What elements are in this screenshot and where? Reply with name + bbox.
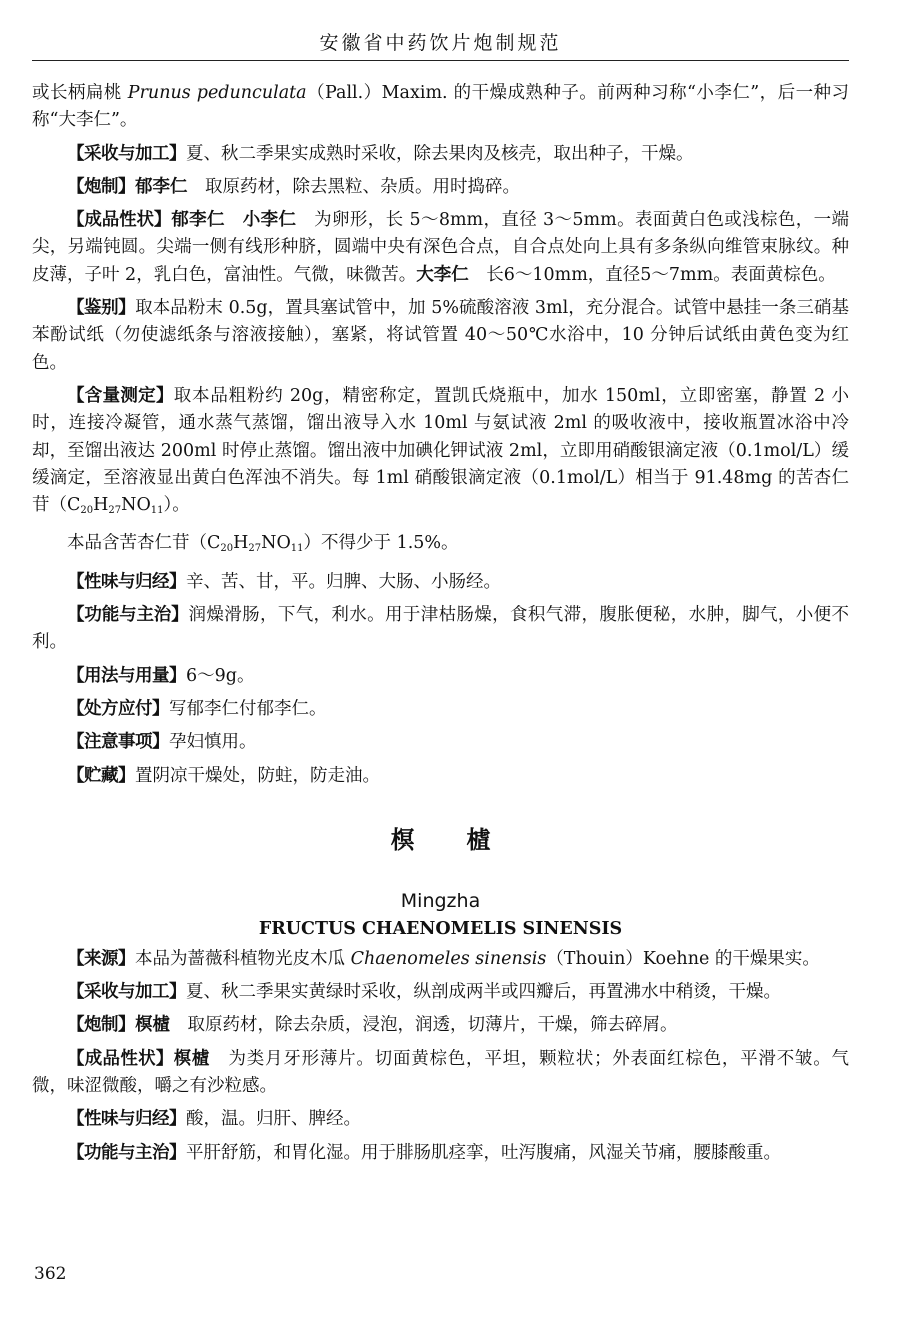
- section-label: 【处方应付】: [67, 698, 169, 719]
- section-text: 辛、苦、甘，平。归脾、大肠、小肠经。: [186, 571, 501, 592]
- section-label: 【鉴别】: [67, 298, 136, 319]
- entry1-identification: [32, 295, 849, 377]
- formula-sub: 27: [108, 505, 122, 517]
- assay-limit-text-2: ）不得少于 1.5%。: [303, 533, 459, 554]
- entry2-nature: [32, 1106, 849, 1133]
- entry1-properties: [32, 207, 849, 289]
- intro-text: 或长柄扁桃: [32, 83, 128, 103]
- entry1-dosage: [32, 663, 849, 690]
- entry1-prescription: [32, 696, 849, 723]
- section-label: 【注意事项】: [67, 732, 169, 753]
- section-text: 6～9g。: [186, 665, 255, 686]
- sub-item-name-2: 大李仁: [416, 264, 469, 285]
- entry2-title: 榠樝: [390, 825, 543, 854]
- section-label: 【性味与归经】: [67, 1109, 186, 1130]
- running-header: [32, 20, 849, 61]
- formula-sub: 11: [150, 505, 164, 517]
- item-name: 郁李仁: [135, 176, 188, 197]
- section-label: 【炮制】: [67, 176, 135, 197]
- section-text-2: （Thouin）Koehne 的干燥果实。: [546, 948, 820, 969]
- entry2-processing: [32, 1012, 849, 1039]
- page-content: [32, 80, 849, 1173]
- section-text: 为类月牙形薄片。切面黄棕色，平坦，颗粒状；外表面红棕色，平滑不皱。气微，味涩微酸，嚼之有沙粒感。: [32, 1048, 850, 1097]
- section-label: 【贮藏】: [67, 765, 135, 786]
- formula-tail: ）。: [163, 495, 190, 516]
- section-label: 【炮制】: [67, 1015, 135, 1036]
- formula-sub: 11: [290, 543, 304, 555]
- entry2-properties: [32, 1046, 849, 1101]
- item-name: 郁李仁: [171, 210, 225, 231]
- formula-sub: 20: [220, 543, 234, 555]
- formula-el: NO: [121, 495, 151, 516]
- section-label: 【含量测定】: [67, 385, 174, 406]
- formula-sub: 20: [80, 505, 94, 517]
- entry1-harvest: [32, 141, 849, 168]
- entry1-function: [32, 602, 849, 657]
- item-name: 榠樝: [135, 1015, 170, 1036]
- entry1-assay: [32, 383, 849, 524]
- section-text: 夏、秋二季果实黄绿时采收，纵剖成两半或四瓣后，再置沸水中稍烫，干燥。: [186, 982, 781, 1003]
- latin-name: Chaenomeles sinensis: [350, 948, 547, 969]
- section-label: 【性味与归经】: [67, 571, 186, 592]
- formula-el: H: [233, 533, 249, 554]
- section-text: 夏、秋二季果实成熟时采收，除去果肉及核壳，取出种子，干燥。: [186, 143, 694, 164]
- entry1-caution: [32, 729, 849, 756]
- entry2-pinyin: Mingzha: [400, 889, 481, 912]
- entry2-harvest: [32, 979, 849, 1006]
- header-title: 安徽省中药饮片炮制规范: [319, 32, 562, 54]
- entry1-intro: [32, 80, 849, 135]
- section-label: 【功能与主治】: [67, 1142, 186, 1163]
- section-label: 【用法与用量】: [67, 665, 186, 686]
- intro-text-2: （Pall.）Maxim. 的干燥成熟种子。前两种习称“小李仁”，后一种习称“大李仁”。: [32, 83, 850, 131]
- entry1-nature: [32, 569, 849, 596]
- formula-el: NO: [261, 533, 291, 554]
- formula-sub: 27: [248, 543, 262, 555]
- section-text: 酸，温。归肝、脾经。: [186, 1109, 361, 1130]
- section-label: 【功能与主治】: [67, 605, 189, 626]
- section-text: 为卵形，长 5～8mm，直径 3～5mm。表面黄白色或浅棕色，一端尖，另端钝圆。尖端一侧有线形种脐，圆端中央有深色合点，自合点处向上具有多条纵向维管束脉纹。种皮薄，子叶 2，乳白色，富油性。气微，味微苦。: [32, 210, 850, 285]
- section-label: 【来源】: [67, 948, 135, 969]
- entry1-processing: [32, 174, 849, 201]
- sub-item-name: 小李仁: [242, 210, 297, 231]
- assay-limit-text: 本品含苦杏仁苷（C: [67, 533, 221, 554]
- section-text: 取原药材，除去杂质，浸泡，润透，切薄片，干燥，筛去碎屑。: [170, 1015, 678, 1036]
- entry2-source: [32, 946, 849, 973]
- section-text: 取本品粗粉约 20g，精密称定，置凯氏烧瓶中，加水 150ml，立即密塞，静置 2 小时，连接冷凝管，通水蒸气蒸馏，馏出液导入水 10ml 与氨试液 2ml 的吸收液中，接收瓶置冰浴中冷却，至馏出液达 200ml 时停止蒸馏。馏出液中加碘化钾试液 2ml，立即用硝酸银滴定液（0.1mol/L）缓缓滴定，至溶液显出黄白色浑浊不消失。每 1ml 硝酸银滴定液（0.1mol/L）相当于 91.48mg 的苦杏仁苷（C: [32, 385, 849, 516]
- entry1-assay-limit: [32, 530, 849, 562]
- section-label: 【采收与加工】: [67, 143, 186, 164]
- item-name: 榠樝: [173, 1048, 211, 1069]
- formula-el: H: [93, 495, 109, 516]
- section-text: 润燥滑肠，下气，利水。用于津枯肠燥，食积气滞，腹胀便秘，水肿，脚气，小便不利。: [32, 605, 850, 653]
- section-text-2: 长6～10mm，直径5～7mm。表面黄棕色。: [468, 264, 836, 285]
- section-text: 取原药材，除去黑粒、杂质。用时捣碎。: [187, 176, 520, 197]
- section-label: 【成品性状】: [67, 1048, 174, 1069]
- section-text: 取本品粉末 0.5g，置具塞试管中，加 5%硫酸溶液 3ml，充分混合。试管中悬挂一条三硝基苯酚试纸（勿使滤纸条与溶液接触），塞紧，将试管置 40～50℃水浴中，10 分钟后试纸由黄色变为红色。: [32, 298, 849, 373]
- entry2-latin-title: FRUCTUS CHAENOMELIS SINENSIS: [258, 918, 623, 939]
- section-text: 置阴凉干燥处，防蛀，防走油。: [135, 765, 380, 786]
- section-text: 孕妇慎用。: [169, 732, 257, 753]
- entry1-storage: [32, 763, 849, 790]
- page-number: 362: [34, 1264, 67, 1284]
- section-text: 平肝舒筋，和胃化湿。用于腓肠肌痉挛，吐泻腹痛，风湿关节痛，腰膝酸重。: [186, 1142, 781, 1163]
- section-label: 【采收与加工】: [67, 982, 186, 1003]
- section-text: 本品为蔷薇科植物光皮木瓜: [135, 948, 351, 969]
- latin-name: Prunus pedunculata: [127, 83, 307, 103]
- entry2-function: [32, 1140, 849, 1167]
- section-label: 【成品性状】: [67, 210, 172, 231]
- section-text: 写郁李仁付郁李仁。: [169, 698, 327, 719]
